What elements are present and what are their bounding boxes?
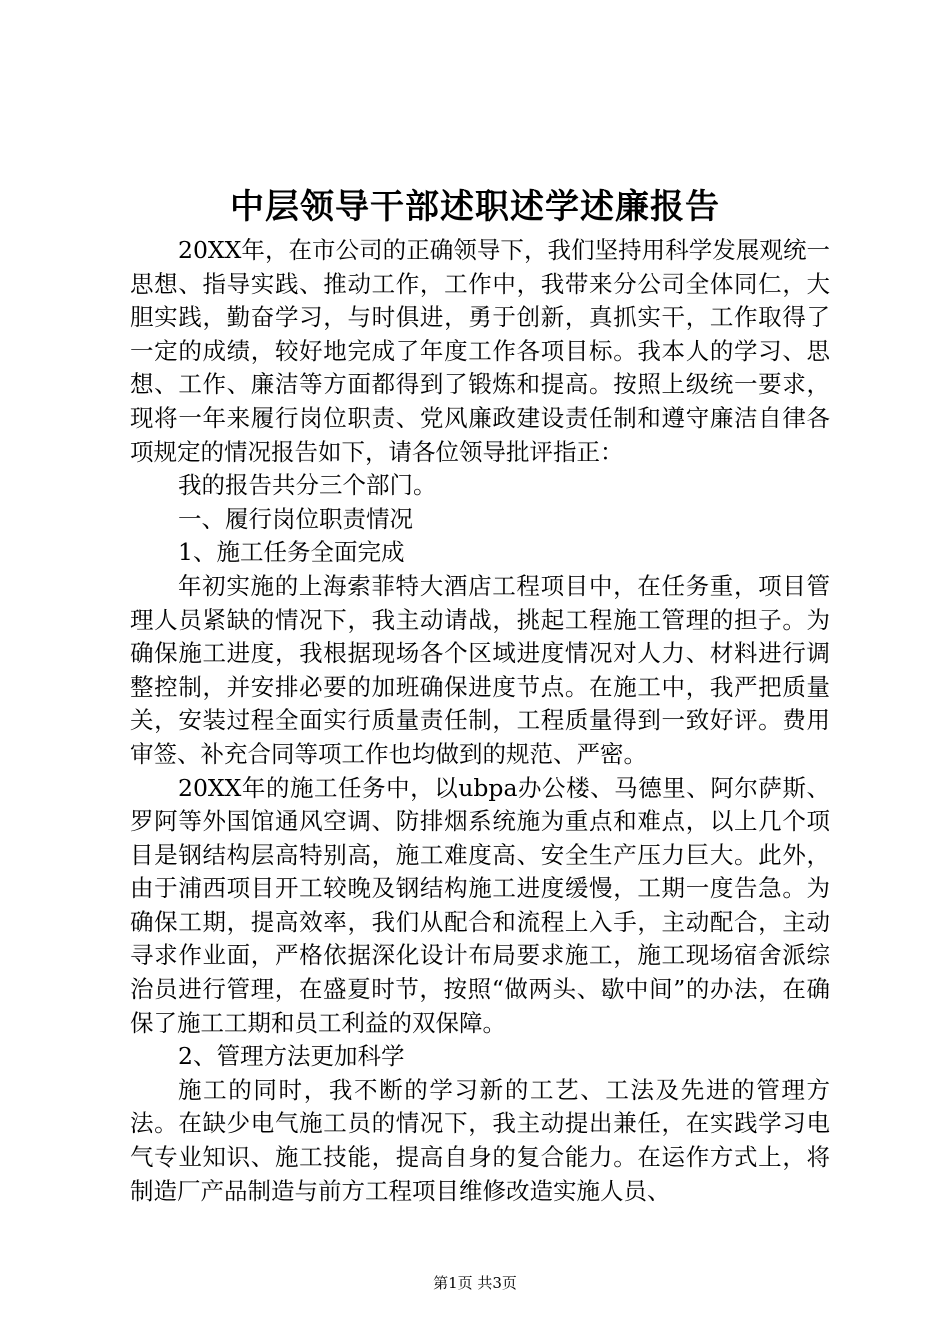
page-footer: 第1页 共3页 <box>433 1274 517 1292</box>
paragraph-intro: 20XX年，在市公司的正确领导下，我们坚持用科学发展观统一思想、指导实践、推动工作，工作中，我带来分公司全体同仁，大胆实践，勤奋学习，与时俱进，勇于创新，真抓实干，工作取得了一定的成绩，较好地完成了年度工作各项目标。我本人的学习、思想、工作、廉洁等方面都得到了锻炼和提高。按照上级统一要求，现将一年来履行岗位职责、党风廉政建设责任制和遵守廉洁自律各项规定的情况报告如下，请各位领导批评指正： <box>130 236 830 466</box>
section-heading-1: 一、履行岗位职责情况 <box>178 504 413 533</box>
document-body <box>130 234 830 1208</box>
paragraph-outline: 我的报告共分三个部门。 <box>178 471 437 500</box>
page-title: 中层领导干部述职述学述廉报告 <box>230 187 720 227</box>
paragraph-sofitel-project: 年初实施的上海索菲特大酒店工程项目中，在任务重，项目管理人员紧缺的情况下，我主动请战，挑起工程施工管理的担子。为确保施工进度，我根据现场各个区域进度情况对人力、材料进行调整控制，并安排必要的加班确保进度节点。在施工中，我严把质量关，安装过程全面实行质量责任制，工程质量得到一致好评。费用审签、补充合同等项工作也均做到的规范、严密。 <box>130 571 830 768</box>
paragraph-expo-projects: 20XX年的施工任务中，以ubpa办公楼、马德里、阿尔萨斯、罗阿等外国馆通风空调、防排烟系统施为重点和难点，以上几个项目是钢结构层高特别高，施工难度高、安全生产压力巨大。此外，由于浦西项目开工较晚及钢结构施工进度缓慢，工期一度告急。为确保工期，提高效率，我们从配合和流程上入手，主动配合，主动寻求作业面，严格依据深化设计布局要求施工，施工现场宿舍派综治员进行管理，在盛夏时节，按照“做两头、歇中间”的办法，在确保了施工工期和员工利益的双保障。 <box>130 773 830 1037</box>
subsection-heading-1: 1、施工任务全面完成 <box>178 538 405 567</box>
paragraph-management-methods: 施工的同时，我不断的学习新的工艺、工法及先进的管理方法。在缺少电气施工员的情况下，我主动提出兼任，在实践学习电气专业知识、施工技能，提高自身的复合能力。在运作方式上，将制造厂产品制造与前方工程项目维修改造实施人员、 <box>130 1075 830 1205</box>
subsection-heading-2: 2、管理方法更加科学 <box>178 1042 405 1071</box>
